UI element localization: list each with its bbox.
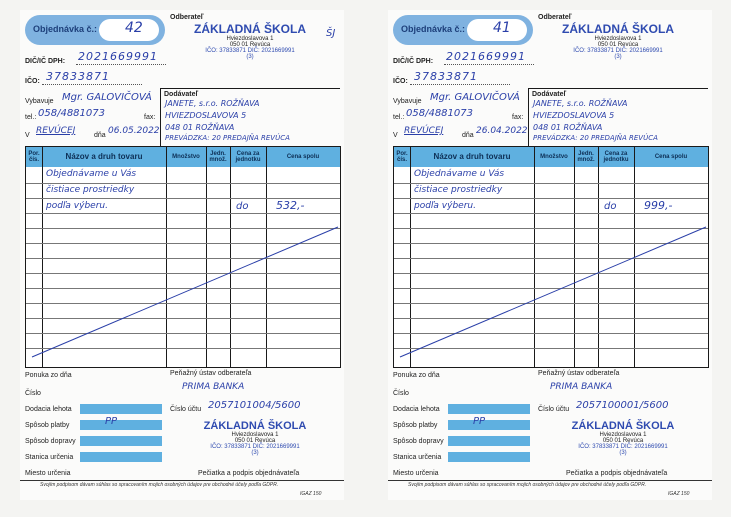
col-header: Cena za jednotku xyxy=(235,151,261,163)
ico-value: 37833871 xyxy=(414,70,478,83)
supplier-line: PREVÁDZKA: 20 PREDAJŇA REVÚCA xyxy=(165,134,290,142)
order-number-label: Objednávka č.: xyxy=(33,24,98,34)
account-value: 2057101004/5600 xyxy=(208,400,301,411)
col-header: Názov a druh tovaru xyxy=(433,152,511,161)
stamp-city: 050 01 Revúca xyxy=(229,42,271,48)
stamp-num: (3) xyxy=(251,450,259,456)
fax-label: fax: xyxy=(512,114,524,121)
stamp-ids: IČO: 37833871 DIČ: 2021669991 xyxy=(205,48,295,54)
unit-value: do xyxy=(604,201,617,212)
in-label: V xyxy=(393,132,398,139)
col-header: Jedn. množ. xyxy=(577,151,595,163)
item-line: čistiace prostriedky xyxy=(46,185,135,195)
total-value: 999,- xyxy=(644,199,673,212)
payment-value: PP xyxy=(105,416,118,427)
stamp-city: 050 01 Revúca xyxy=(602,438,644,444)
order-number-value: 41 xyxy=(493,20,511,36)
order-number-label: Objednávka č.: xyxy=(401,24,466,34)
order-form-1 xyxy=(20,10,344,500)
phone-value: 058/4881073 xyxy=(38,108,105,119)
total-value: 532,- xyxy=(276,199,305,212)
item-line: podľa výberu. xyxy=(414,201,476,211)
delivery-label: Dodacia lehota xyxy=(25,406,72,413)
stamp-name: ZÁKLADNÁ ŠKOLA xyxy=(562,22,674,36)
dic-label: DIČ/IČ DPH: xyxy=(393,58,434,65)
items-table xyxy=(393,146,709,368)
order-number-pill xyxy=(393,15,533,45)
bank-value: PRIMA BANKA xyxy=(550,382,613,392)
phone-label: tel.: xyxy=(25,114,37,121)
supplier-line: JANETE, s.r.o. ROŽŇAVA xyxy=(533,99,628,108)
item-line: čistiace prostriedky xyxy=(414,185,503,195)
ico-label: IČO: xyxy=(393,78,408,85)
initials: ŠJ xyxy=(326,28,336,39)
fax-label: fax: xyxy=(144,114,156,121)
in-label: V xyxy=(25,132,30,139)
date-value: 06.05.2022 xyxy=(108,126,160,136)
consent-note: Svojím podpisom dávam súhlas so spracovaním mojich osobných údajov pre obchodné účely podľa GDPR. xyxy=(40,482,279,488)
supplier-line: 048 01 ROŽŇAVA xyxy=(165,123,235,132)
stamp-num: (3) xyxy=(246,54,254,60)
account-label: Číslo účtu xyxy=(170,406,202,413)
stamp-ids: IČO: 37833871 DIČ: 2021669991 xyxy=(210,444,300,450)
stamp-city: 050 01 Revúca xyxy=(597,42,639,48)
supplier-line: HVIEZDOSLAVOVA 5 xyxy=(533,111,615,120)
place-value: REVÚCEJ xyxy=(404,126,444,136)
col-header: Názov a druh tovaru xyxy=(65,152,143,161)
order-number-value: 42 xyxy=(125,20,143,36)
handler-label: Vybavuje xyxy=(25,98,54,105)
consent-note: Svojím podpisom dávam súhlas so spracovaním mojich osobných údajov pre obchodné účely podľa GDPR. xyxy=(408,482,647,488)
supplier-box xyxy=(528,88,708,146)
stamp-city: 050 01 Revúca xyxy=(234,438,276,444)
buyer-label: Odberateľ xyxy=(170,14,204,21)
col-header: Množstvo xyxy=(540,154,568,160)
dic-label: DIČ/IČ DPH: xyxy=(25,58,66,65)
supplier-line: HVIEZDOSLAVOVA 5 xyxy=(165,111,247,120)
stamp-ids: IČO: 37833871 DIČ: 2021669991 xyxy=(578,444,668,450)
date-label: dňa xyxy=(94,132,106,139)
cancel-stroke-icon xyxy=(26,147,340,367)
stamp-street: Hviezdoslavova 1 xyxy=(599,432,647,438)
supplier-label: Dodávateľ xyxy=(532,91,567,98)
handler-value: Mgr. GALOVIČOVÁ xyxy=(62,92,152,103)
buyer-stamp xyxy=(548,22,688,60)
stamp-street: Hviezdoslavova 1 xyxy=(226,36,274,42)
form-code: IGAZ 150 xyxy=(668,491,690,497)
ico-value: 37833871 xyxy=(46,70,110,83)
destination-label: Miesto určenia xyxy=(393,470,439,477)
stamp-name: ZÁKLADNÁ ŠKOLA xyxy=(194,22,306,36)
stamp-name: ZÁKLADNÁ ŠKOLA xyxy=(571,420,675,432)
sign-label: Pečiatka a podpis objednávateľa xyxy=(566,470,668,477)
handler-value: Mgr. GALOVIČOVÁ xyxy=(430,92,520,103)
dic-value: 2021669991 xyxy=(78,50,158,63)
supplier-label: Dodávateľ xyxy=(164,91,199,98)
form-code: IGAZ 150 xyxy=(300,491,322,497)
stamp-num: (3) xyxy=(614,54,622,60)
delivery-label: Dodacia lehota xyxy=(393,406,440,413)
supplier-line: JANETE, s.r.o. ROŽŇAVA xyxy=(165,99,260,108)
phone-label: tel.: xyxy=(393,114,405,121)
unit-value: do xyxy=(236,201,249,212)
phone-value: 058/4881073 xyxy=(406,108,473,119)
number-label: Číslo xyxy=(393,390,409,397)
col-header: Množstvo xyxy=(172,154,200,160)
payment-label: Spôsob platby xyxy=(393,422,438,429)
buyer-stamp xyxy=(180,22,320,60)
bank-label: Peňažný ústav odberateľa xyxy=(538,370,620,377)
col-header: Cena spolu xyxy=(654,154,688,160)
date-label: dňa xyxy=(462,132,474,139)
stamp-ids: IČO: 37833871 DIČ: 2021669991 xyxy=(573,48,663,54)
stamp-street: Hviezdoslavova 1 xyxy=(231,432,279,438)
item-line: podľa výberu. xyxy=(46,201,108,211)
offer-label: Ponuka zo dňa xyxy=(25,372,72,379)
sign-label: Pečiatka a podpis objednávateľa xyxy=(198,470,300,477)
order-form-2 xyxy=(388,10,712,500)
place-value: REVÚCEJ xyxy=(36,126,76,136)
shipping-label: Spôsob dopravy xyxy=(25,438,76,445)
signature-stamp xyxy=(180,420,330,456)
stamp-name: ZÁKLADNÁ ŠKOLA xyxy=(203,420,307,432)
destination-label: Miesto určenia xyxy=(25,470,71,477)
account-value: 2057100001/5600 xyxy=(576,400,669,411)
station-label: Stanica určenia xyxy=(25,454,74,461)
order-number-pill xyxy=(25,15,165,45)
payment-label: Spôsob platby xyxy=(25,422,70,429)
offer-label: Ponuka zo dňa xyxy=(393,372,440,379)
supplier-line: PREVÁDZKA: 20 PREDAJŇA REVÚCA xyxy=(533,134,658,142)
ico-label: IČO: xyxy=(25,78,40,85)
item-line: Objednávame u Vás xyxy=(46,169,137,179)
item-line: Objednávame u Vás xyxy=(414,169,505,179)
shipping-label: Spôsob dopravy xyxy=(393,438,444,445)
bank-value: PRIMA BANKA xyxy=(182,382,245,392)
date-value: 26.04.2022 xyxy=(476,126,528,136)
bank-label: Peňažný ústav odberateľa xyxy=(170,370,252,377)
col-header: Jedn. množ. xyxy=(209,151,227,163)
signature-stamp xyxy=(548,420,698,456)
items-table xyxy=(25,146,341,368)
number-label: Číslo xyxy=(25,390,41,397)
buyer-label: Odberateľ xyxy=(538,14,572,21)
station-label: Stanica určenia xyxy=(393,454,442,461)
stamp-num: (3) xyxy=(619,450,627,456)
handler-label: Vybavuje xyxy=(393,98,422,105)
dic-value: 2021669991 xyxy=(446,50,526,63)
col-header: Por. čís. xyxy=(396,151,408,163)
col-header: Por. čís. xyxy=(28,151,40,163)
col-header: Cena spolu xyxy=(286,154,320,160)
cancel-stroke-icon xyxy=(394,147,708,367)
supplier-line: 048 01 ROŽŇAVA xyxy=(533,123,603,132)
col-header: Cena za jednotku xyxy=(603,151,629,163)
account-label: Číslo účtu xyxy=(538,406,570,413)
stamp-street: Hviezdoslavova 1 xyxy=(594,36,642,42)
supplier-box xyxy=(160,88,340,146)
payment-value: PP xyxy=(473,416,486,427)
